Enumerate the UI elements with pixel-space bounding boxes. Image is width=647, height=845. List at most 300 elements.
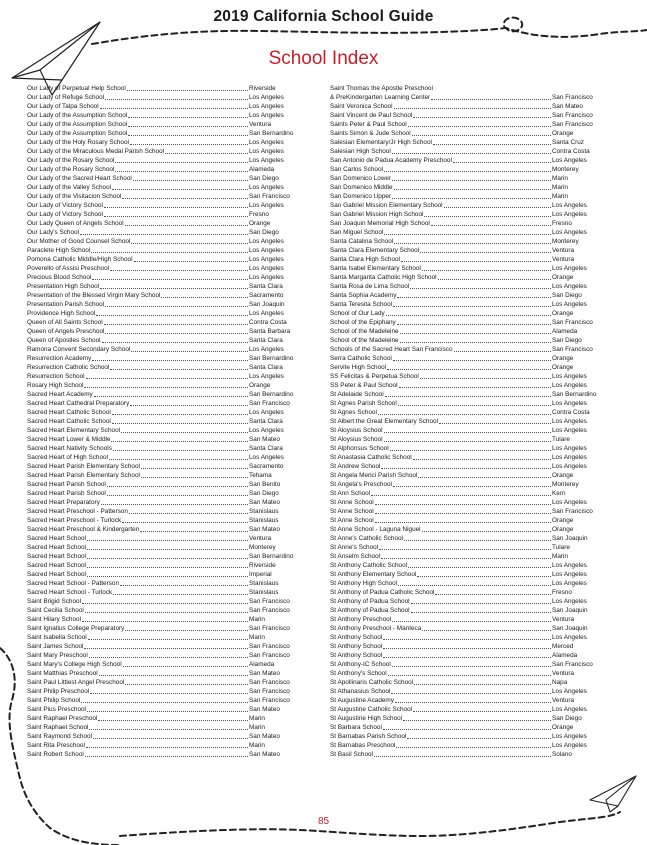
index-entry — [330, 543, 604, 552]
county-name: Ventura — [552, 247, 575, 254]
dot-leader — [395, 701, 551, 703]
county-name: Los Angeles — [552, 562, 587, 569]
school-name: Saint Rita Preschool — [27, 742, 85, 749]
index-entry — [330, 390, 604, 399]
school-name: St Angela Merici Parish School — [330, 472, 418, 479]
index-entry — [27, 363, 301, 372]
dot-leader — [134, 260, 248, 262]
school-name: Our Lady of the Holy Rosary School — [27, 139, 129, 146]
county-name: San Francisco — [552, 508, 593, 515]
index-entry — [27, 399, 301, 408]
index-entry — [330, 552, 604, 561]
index-entry — [330, 264, 604, 273]
county-name: San Joaquin — [552, 535, 588, 542]
index-entry — [27, 300, 301, 309]
school-name: San Joaquin Memorial High School — [330, 220, 430, 227]
school-name: St Agnes Parish School — [330, 400, 397, 407]
county-name: Santa Barbara — [249, 328, 291, 335]
index-entry — [330, 228, 604, 237]
school-name: Presentation High School — [27, 283, 100, 290]
index-entry — [330, 255, 604, 264]
school-name: San Miguel School — [330, 229, 384, 236]
dot-leader — [107, 494, 248, 496]
school-name: St Anne School — [330, 508, 374, 515]
index-entry — [27, 597, 301, 606]
county-name: Stanislaus — [249, 589, 279, 596]
dot-leader — [80, 233, 248, 235]
index-entry — [330, 651, 604, 660]
index-entry — [330, 147, 604, 156]
index-entry — [330, 696, 604, 705]
dot-leader — [111, 440, 248, 442]
school-index-right-column — [330, 84, 604, 759]
dot-leader — [438, 278, 551, 280]
index-entry — [330, 426, 604, 435]
school-name: Sacred Heart of High School — [27, 454, 108, 461]
county-name: Los Angeles — [249, 103, 284, 110]
school-name: St Anthony School — [330, 634, 383, 641]
dot-leader — [393, 485, 551, 487]
index-entry — [27, 111, 301, 120]
county-name: San Diego — [552, 715, 582, 722]
school-name: Saint Isabella School — [27, 634, 87, 641]
dot-leader — [96, 314, 248, 316]
school-name: Our Lady of Talpa School — [27, 103, 99, 110]
dot-leader — [121, 431, 248, 433]
index-entry — [330, 417, 604, 426]
county-name: San Francisco — [552, 346, 593, 353]
county-name: Santa Clara — [249, 445, 283, 452]
dot-leader — [384, 233, 551, 235]
school-name: Saint Hilary School — [27, 616, 81, 623]
dot-leader — [404, 539, 551, 541]
index-entry — [330, 102, 604, 111]
index-entry — [330, 750, 604, 759]
county-name: Alameda — [552, 652, 578, 659]
county-name: San Joaquin — [552, 607, 588, 614]
index-entry — [330, 381, 604, 390]
county-name: Santa Clara — [249, 283, 283, 290]
dot-leader — [120, 584, 248, 586]
county-name: Los Angeles — [552, 742, 587, 749]
index-entry — [27, 129, 301, 138]
dot-leader — [422, 269, 551, 271]
school-name: Resurrection School — [27, 373, 85, 380]
county-name: Stanislaus — [249, 508, 279, 515]
index-entry — [27, 471, 301, 480]
dot-leader — [84, 386, 248, 388]
county-name: Marin — [552, 175, 568, 182]
dot-leader — [392, 179, 551, 181]
index-entry — [27, 390, 301, 399]
county-name: Los Angeles — [552, 211, 587, 218]
index-entry — [330, 399, 604, 408]
school-name: St Barbara School — [330, 724, 382, 731]
dot-leader — [398, 404, 551, 406]
index-entry — [330, 534, 604, 543]
county-name: Stanislaus — [249, 517, 279, 524]
school-name: Saints Simon & Jude School — [330, 130, 411, 137]
school-name: Saint Philip School — [27, 697, 81, 704]
index-entry — [27, 714, 301, 723]
index-entry — [330, 516, 604, 525]
dot-leader — [414, 683, 551, 685]
school-name: St Aloysius School — [330, 436, 383, 443]
index-entry — [27, 444, 301, 453]
school-name: Santa Isabel Elementary School — [330, 265, 421, 272]
county-name: Los Angeles — [552, 598, 587, 605]
school-name: Queen of Angels Preschool — [27, 328, 105, 335]
school-name: Santa Clara High School — [330, 256, 400, 263]
county-name: Los Angeles — [552, 634, 587, 641]
school-name: Sacred Heart Nativity Schools — [27, 445, 112, 452]
school-name: Saints Peter & Paul School — [330, 121, 407, 128]
index-entry — [330, 246, 604, 255]
county-name: San Mateo — [552, 103, 583, 110]
index-entry — [330, 219, 604, 228]
dot-leader — [431, 98, 551, 100]
dot-leader — [454, 350, 551, 352]
index-entry — [330, 372, 604, 381]
county-name: Alameda — [249, 661, 275, 668]
school-index-left-column — [27, 84, 301, 759]
dot-leader — [125, 224, 248, 226]
dot-leader — [125, 629, 248, 631]
county-name: Monterey — [552, 481, 579, 488]
school-name: St Adelaide School — [330, 391, 384, 398]
index-entry — [27, 615, 301, 624]
county-name: San Diego — [249, 175, 279, 182]
index-entry — [27, 174, 301, 183]
county-name: Los Angeles — [249, 238, 284, 245]
county-name: Sacramento — [249, 463, 284, 470]
school-name: Saint Vincent de Paul School — [330, 112, 413, 119]
index-entry — [330, 120, 604, 129]
county-name: San Francisco — [249, 643, 290, 650]
county-name: Alameda — [249, 166, 275, 173]
dot-leader — [397, 323, 551, 325]
county-name: Orange — [552, 130, 574, 137]
county-name: San Francisco — [249, 607, 290, 614]
county-name: Fresno — [249, 211, 269, 218]
county-name: Marin — [249, 724, 265, 731]
dot-leader — [93, 737, 248, 739]
dot-leader — [99, 674, 248, 676]
school-name: San Antonio de Padua Academy Preschool — [330, 157, 452, 164]
index-entry — [27, 156, 301, 165]
school-name: Saint James School — [27, 643, 84, 650]
dot-leader — [125, 683, 248, 685]
index-entry — [330, 471, 604, 480]
school-name: Our Lady of the Assumption School — [27, 112, 128, 119]
county-name: Los Angeles — [552, 706, 587, 713]
dot-leader — [413, 710, 551, 712]
index-entry — [27, 93, 301, 102]
dot-leader — [128, 134, 248, 136]
school-name: San Domenico Lower — [330, 175, 392, 182]
dot-leader — [161, 296, 248, 298]
school-name: St Andrew School — [330, 463, 381, 470]
dot-leader — [110, 368, 248, 370]
dot-leader — [422, 629, 551, 631]
county-name: Riverside — [249, 562, 276, 569]
index-entry — [330, 273, 604, 282]
dot-leader — [411, 611, 551, 613]
school-name: Paraclete High School — [27, 247, 91, 254]
index-entry — [27, 651, 301, 660]
dot-leader — [408, 566, 551, 568]
index-entry — [27, 426, 301, 435]
county-name: San Francisco — [552, 94, 593, 101]
county-name: Los Angeles — [552, 688, 587, 695]
dot-leader — [381, 557, 551, 559]
school-name: St Anthony Catholic School — [330, 562, 408, 569]
index-entry — [27, 237, 301, 246]
county-name: San Francisco — [552, 121, 593, 128]
dot-leader — [82, 602, 248, 604]
dot-leader — [392, 665, 551, 667]
school-name: Sacred Heart Parish School — [27, 490, 106, 497]
school-name: Saint Veronica School — [330, 103, 393, 110]
dot-leader — [131, 350, 248, 352]
county-name: San Diego — [249, 490, 279, 497]
dot-leader — [394, 188, 551, 190]
school-name: School of the Epiphany — [330, 319, 396, 326]
school-name: Santa Teresita School — [330, 301, 393, 308]
index-entry — [27, 165, 301, 174]
index-entry — [27, 534, 301, 543]
index-entry — [27, 750, 301, 759]
dot-leader — [112, 188, 248, 190]
index-entry — [27, 498, 301, 507]
school-name: Saint Robert School — [27, 751, 84, 758]
dot-leader — [92, 359, 248, 361]
index-entry — [27, 579, 301, 588]
county-name: Orange — [552, 310, 574, 317]
school-name: School of Our Lady — [330, 310, 385, 317]
index-entry — [330, 660, 604, 669]
school-name: & PreKindergarten Learning Center — [330, 94, 431, 101]
index-entry — [330, 408, 604, 417]
dot-leader — [394, 107, 551, 109]
county-name: San Mateo — [249, 733, 280, 740]
county-name: San Bernardino — [249, 130, 294, 137]
dot-leader — [371, 494, 551, 496]
dot-leader — [383, 728, 551, 730]
school-name: St Barnabas Parish School — [330, 733, 407, 740]
school-name: San Domenico Upper — [330, 193, 392, 200]
dot-leader — [82, 620, 248, 622]
school-name: San Domenico Middle — [330, 184, 393, 191]
county-name: San Francisco — [249, 598, 290, 605]
school-name: Saint Philip Preschool — [27, 688, 90, 695]
dot-leader — [444, 206, 551, 208]
county-name: Santa Clara — [249, 364, 283, 371]
index-entry — [27, 552, 301, 561]
school-name: St Anthony's School — [330, 670, 387, 677]
school-name: Saint Paul Littlest Angel Preschool — [27, 679, 125, 686]
index-entry — [27, 507, 301, 516]
school-name: Our Lady of the Valley School — [27, 184, 112, 191]
school-name: Sacred Heart Cathedral Preparatory — [27, 400, 130, 407]
county-name: Santa Cruz — [552, 139, 584, 146]
county-name: Orange — [552, 355, 574, 362]
county-name: Contra Costa — [552, 148, 590, 155]
county-name: Merced — [552, 643, 574, 650]
index-entry — [330, 345, 604, 354]
dot-leader — [122, 197, 248, 199]
dot-leader — [420, 377, 551, 379]
school-name: St Anthony School — [330, 652, 383, 659]
dot-leader — [374, 755, 551, 757]
school-name: Saint Ignatius College Preparatory — [27, 625, 125, 632]
school-name: Queen of Apostles School — [27, 337, 101, 344]
county-name: Tulare — [552, 544, 570, 551]
dot-leader — [91, 251, 248, 253]
school-name: Sacred Heart Preparatory — [27, 499, 100, 506]
dot-leader — [105, 332, 248, 334]
dot-leader — [141, 467, 248, 469]
county-name: San Mateo — [249, 436, 280, 443]
index-entry — [27, 435, 301, 444]
dot-leader — [403, 719, 551, 721]
school-name: St Anthony of Padua School — [330, 598, 410, 605]
school-name: Ramona Convent Secondary School — [27, 346, 131, 353]
index-entry — [27, 408, 301, 417]
index-entry — [27, 732, 301, 741]
school-name: Our Lady of the Sacred Heart School — [27, 175, 132, 182]
county-name: San Diego — [249, 229, 279, 236]
dot-leader — [129, 512, 248, 514]
county-name: Los Angeles — [249, 427, 284, 434]
county-name: Orange — [552, 274, 574, 281]
county-name: Ventura — [249, 535, 272, 542]
dot-leader — [86, 377, 248, 379]
index-entry — [330, 435, 604, 444]
dot-leader — [112, 413, 248, 415]
index-entry — [27, 543, 301, 552]
school-name: Sacred Heart Catholic School — [27, 418, 111, 425]
school-name: Our Lady of Victory School — [27, 211, 103, 218]
county-name: Los Angeles — [552, 400, 587, 407]
county-name: Los Angeles — [552, 733, 587, 740]
school-name: Saint Raphael Preschool — [27, 715, 98, 722]
dot-leader — [115, 170, 248, 172]
dot-leader — [92, 278, 248, 280]
school-name: St Anne School — [330, 499, 374, 506]
paper-plane-icon — [590, 776, 636, 812]
dot-leader — [128, 116, 248, 118]
county-name: San Francisco — [552, 661, 593, 668]
school-name: Sacred Heart Parish Elementary School — [27, 472, 140, 479]
school-name: Sacred Heart Academy — [27, 391, 93, 398]
county-name: Los Angeles — [249, 148, 284, 155]
index-entry — [27, 282, 301, 291]
county-name: Los Angeles — [552, 427, 587, 434]
county-name: Monterey — [552, 238, 579, 245]
county-name: Marin — [552, 553, 568, 560]
dot-leader — [388, 674, 551, 676]
page-number: 85 — [317, 816, 330, 827]
school-name: Our Lady of the Rosary School — [27, 157, 115, 164]
county-name: Los Angeles — [552, 463, 587, 470]
dot-leader — [94, 395, 248, 397]
county-name: Ventura — [552, 256, 575, 263]
dot-leader — [90, 692, 248, 694]
dot-leader — [85, 755, 248, 757]
index-entry — [330, 642, 604, 651]
guide-title: 2019 California School Guide — [213, 8, 434, 25]
school-name: San Carlos School — [330, 166, 383, 173]
county-name: Los Angeles — [249, 157, 284, 164]
county-name: Marin — [249, 634, 265, 641]
index-entry — [330, 741, 604, 750]
school-name: Sacred Heart School - Patterson — [27, 580, 119, 587]
index-entry — [330, 498, 604, 507]
school-name: Santa Rosa de Lima School — [330, 283, 410, 290]
index-entry — [27, 102, 301, 111]
dot-leader — [85, 611, 248, 613]
school-name: St Athanasius School — [330, 688, 391, 695]
county-name: San Bernardino — [249, 553, 294, 560]
school-name: Rosary High School — [27, 382, 84, 389]
school-name: Sacred Heart Preschool - Turlock — [27, 517, 122, 524]
dot-leader — [399, 386, 552, 388]
dot-leader — [408, 125, 551, 127]
school-name: Saint Brigid School — [27, 598, 81, 605]
index-entry — [330, 453, 604, 462]
index-entry — [330, 624, 604, 633]
county-name: Kern — [552, 490, 566, 497]
index-entry — [330, 570, 604, 579]
school-name: Sacred Heart School — [27, 535, 86, 542]
county-name: Orange — [552, 517, 574, 524]
county-name: Orange — [552, 472, 574, 479]
dot-leader — [383, 656, 551, 658]
index-entry — [27, 570, 301, 579]
dot-leader — [130, 143, 248, 145]
county-name: Los Angeles — [249, 202, 284, 209]
dot-leader — [102, 341, 248, 343]
school-name: St Anthony Preschool — [330, 616, 392, 623]
school-name: Santa Margarita Catholic High School — [330, 274, 437, 281]
dot-leader — [435, 593, 551, 595]
index-entry — [330, 444, 604, 453]
school-name: Providence High School — [27, 310, 96, 317]
index-entry — [330, 318, 604, 327]
county-name: Los Angeles — [249, 256, 284, 263]
dot-leader — [413, 116, 551, 118]
index-entry — [330, 597, 604, 606]
index-entry — [330, 633, 604, 642]
dot-leader — [115, 161, 248, 163]
county-name: Los Angeles — [552, 445, 587, 452]
county-name: Los Angeles — [552, 418, 587, 425]
county-name: Marin — [249, 715, 265, 722]
dot-leader — [383, 647, 551, 649]
dot-leader — [383, 638, 551, 640]
dot-leader — [392, 197, 551, 199]
school-name: St Alphonsus School — [330, 445, 389, 452]
index-entry — [27, 183, 301, 192]
index-entry — [27, 291, 301, 300]
index-entry — [27, 246, 301, 255]
dot-leader — [110, 269, 248, 271]
dot-leader — [87, 575, 248, 577]
dot-leader — [439, 422, 551, 424]
index-entry — [330, 183, 604, 192]
index-entry — [330, 174, 604, 183]
